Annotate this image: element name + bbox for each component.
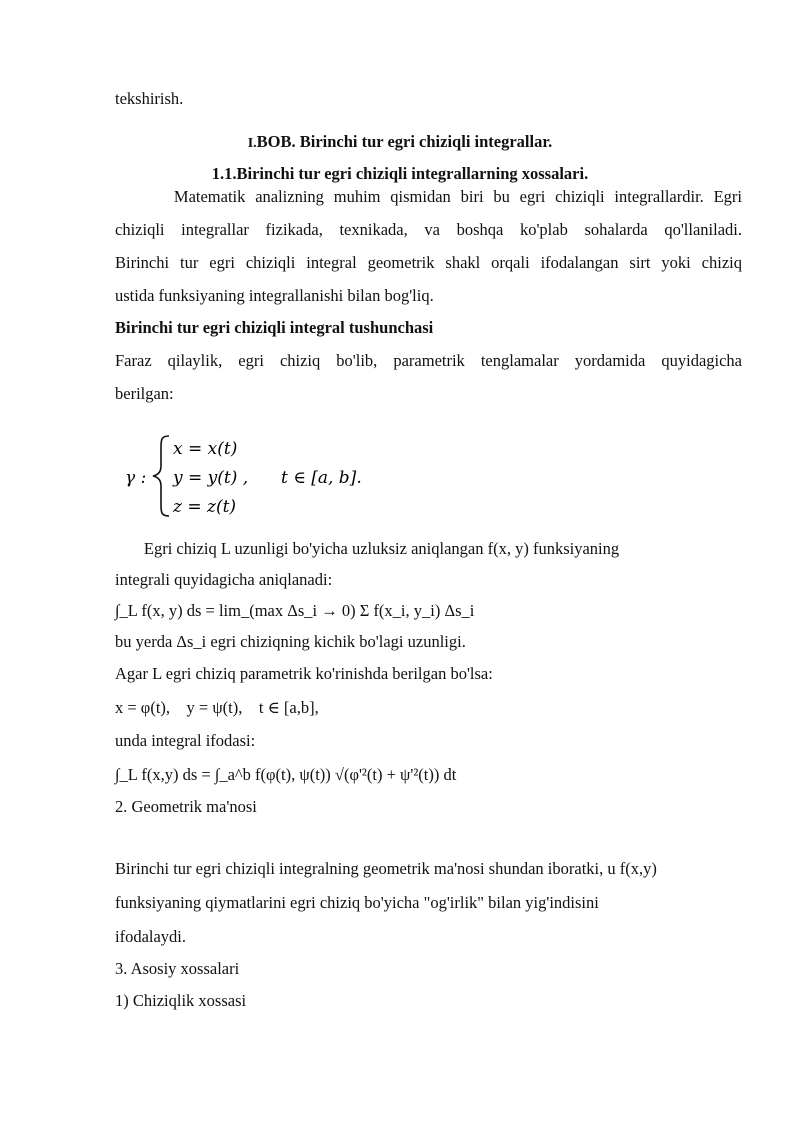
integral-formula: ∫_L f(x,y) ds = ∫_a^b f(φ(t), ψ(t)) √(φ'²(t) + ψ'²(t)) dt — [115, 765, 457, 784]
chapter-title — [0, 131, 800, 155]
geometric-text-3: ifodalaydi. — [115, 927, 187, 946]
definition-formula: ∫_L f(x, y) ds = lim_(max Δs_i → 0) Σ f(x_i, y_i) Δs_i — [115, 601, 475, 620]
formula-gamma: γ : — [125, 468, 147, 488]
parametric-equation: x = φ(t), y = ψ(t), t ∈ [a,b], — [115, 698, 319, 717]
intro-line-2: chiziqli integrallar fizikada, texnikada, va boshqa ko'plab sohalarda qo'llaniladi. — [115, 220, 742, 239]
param-line-1: Faraz qilaylik, egri chiziq bo'lib, parametrik tenglamalar yordamida quyidagicha — [115, 351, 742, 370]
formula-row-1: x = x(t) — [173, 439, 238, 459]
properties-heading: 3. Asosiy xossalari — [115, 959, 240, 978]
chapter-title-text: BOB. Birinchi tur egri chiziqli integrallar. — [256, 132, 553, 151]
geometric-text-1: Birinchi tur egri chiziqli integralning geometrik ma'nosi shundan iboratki, u f(x,y) — [115, 859, 657, 878]
param-line-2: berilgan: — [115, 384, 174, 403]
left-brace — [153, 436, 169, 516]
parametric-intro: Agar L egri chiziq parametrik ko'rinishda berilgan bo'lsa: — [115, 664, 493, 683]
section-title: 1.1.Birinchi tur egri chiziqli integrallarning xossalari. — [211, 164, 589, 183]
definition-line-2: integrali quyidagicha aniqlanadi: — [115, 570, 333, 589]
geometric-heading: 2. Geometrik ma'nosi — [115, 797, 257, 816]
top-line: tekshirish. — [115, 89, 184, 108]
integral-intro: unda integral ifodasi: — [115, 731, 256, 750]
intro-line-4: ustida funksiyaning integrallanishi bilan bog'liq. — [115, 286, 434, 305]
formula-domain: t ∈ [a, b]. — [281, 468, 362, 488]
chapter-title-prefix: I. — [247, 136, 257, 151]
definition-note: bu yerda Δs_i egri chiziqning kichik bo'lagi uzunligi. — [115, 632, 466, 651]
definition-line-1: Egri chiziq L uzunligi bo'yicha uzluksiz aniqlangan f(x, y) funksiyaning — [115, 539, 620, 558]
property-1: 1) Chiziqlik xossasi — [115, 991, 247, 1010]
intro-line-3: Birinchi tur egri chiziqli integral geometrik shakl orqali ifodalangan sirt yoki chiziq — [115, 253, 742, 272]
geometric-text-2: funksiyaning qiymatlarini egri chiziq bo'yicha "og'irlik" bilan yig'indisini — [115, 893, 599, 912]
formula-row-3: z = z(t) — [173, 497, 237, 517]
parametric-formula — [125, 430, 385, 522]
formula-row-2: y = y(t) , — [173, 468, 249, 488]
concept-heading: Birinchi tur egri chiziqli integral tushunchasi — [115, 318, 434, 337]
intro-line-1: Matematik analizning muhim qismidan biri bu egri chiziqli integrallardir. Egri — [115, 187, 742, 206]
